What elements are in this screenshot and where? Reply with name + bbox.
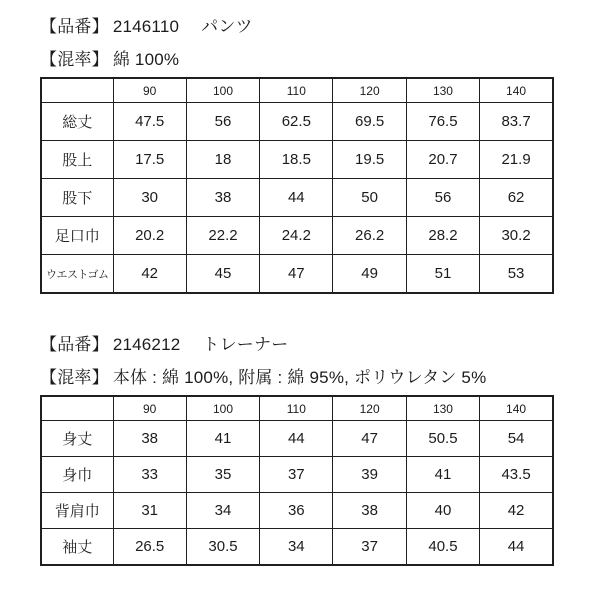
row-label: 背肩巾	[41, 493, 113, 529]
row-label: 袖丈	[41, 529, 113, 566]
spec-value-cell: 50.5	[406, 421, 479, 457]
row-label: 足口巾	[41, 217, 113, 255]
spec-value-cell: 44	[480, 529, 553, 566]
spec-value-cell: 26.2	[333, 217, 406, 255]
blend-ratio-label: 【混率】	[40, 368, 109, 387]
spec-value-cell: 39	[333, 457, 406, 493]
size-header-row	[41, 396, 553, 421]
pants-size-table	[40, 77, 554, 294]
spec-value-cell: 51	[406, 255, 479, 294]
spec-value-cell: 44	[260, 421, 333, 457]
spec-value-cell: 24.2	[260, 217, 333, 255]
spec-value-cell: 41	[186, 421, 259, 457]
spec-value-cell: 19.5	[333, 141, 406, 179]
spec-value-cell: 40	[406, 493, 479, 529]
row-label: 身丈	[41, 421, 113, 457]
product-number-label: 【品番】	[40, 335, 109, 354]
spec-value-cell: 20.7	[406, 141, 479, 179]
blend-ratio-value: 綿 100%	[112, 50, 180, 69]
spec-value-cell: 76.5	[406, 103, 479, 141]
spec-value-cell: 18.5	[260, 141, 333, 179]
spec-value-cell: 30	[113, 179, 186, 217]
blend-ratio-label: 【混率】	[40, 50, 109, 69]
spec-value-cell: 40.5	[406, 529, 479, 566]
spec-value-cell: 83.7	[480, 103, 553, 141]
product-number-label: 【品番】	[40, 17, 109, 36]
spec-value-cell: 43.5	[480, 457, 553, 493]
size-header-cell: 90	[113, 396, 186, 421]
spec-value-cell: 62.5	[260, 103, 333, 141]
row-label: 総丈	[41, 103, 113, 141]
spec-value-cell: 22.2	[186, 217, 259, 255]
spec-value-cell: 20.2	[113, 217, 186, 255]
spec-value-cell: 47.5	[113, 103, 186, 141]
spec-row	[41, 457, 553, 493]
product-number: 2146212	[112, 335, 181, 354]
size-header-cell: 120	[333, 78, 406, 103]
product-section-sweatshirt	[40, 334, 560, 566]
size-header-cell: 120	[333, 396, 406, 421]
row-label: ウエストゴム	[41, 255, 113, 294]
spec-value-cell: 34	[260, 529, 333, 566]
spec-row	[41, 103, 553, 141]
size-header-cell: 140	[480, 396, 553, 421]
spec-value-cell: 17.5	[113, 141, 186, 179]
product-number-line	[40, 334, 560, 355]
spec-value-cell: 30.2	[480, 217, 553, 255]
spec-value-cell: 56	[406, 179, 479, 217]
spec-value-cell: 69.5	[333, 103, 406, 141]
size-header-cell: 110	[260, 396, 333, 421]
row-label: 股上	[41, 141, 113, 179]
spec-value-cell: 56	[186, 103, 259, 141]
spec-value-cell: 28.2	[406, 217, 479, 255]
spec-value-cell: 31	[113, 493, 186, 529]
product-number: 2146110	[112, 17, 180, 36]
spec-row	[41, 529, 553, 566]
size-header-cell: 90	[113, 78, 186, 103]
spec-row	[41, 421, 553, 457]
spec-value-cell: 47	[260, 255, 333, 294]
row-label: 股下	[41, 179, 113, 217]
spec-value-cell: 54	[480, 421, 553, 457]
spec-value-cell: 47	[333, 421, 406, 457]
blend-ratio-line	[40, 49, 560, 70]
spec-value-cell: 53	[480, 255, 553, 294]
spec-value-cell: 38	[186, 179, 259, 217]
spec-value-cell: 38	[333, 493, 406, 529]
size-header-cell: 100	[186, 396, 259, 421]
sweatshirt-size-table	[40, 395, 554, 566]
spec-value-cell: 26.5	[113, 529, 186, 566]
size-header-cell: 140	[480, 78, 553, 103]
spec-value-cell: 42	[113, 255, 186, 294]
spec-value-cell: 42	[480, 493, 553, 529]
spec-row	[41, 179, 553, 217]
blend-ratio-line	[40, 367, 560, 388]
spec-value-cell: 62	[480, 179, 553, 217]
product-name: トレーナー	[202, 335, 289, 354]
spec-value-cell: 35	[186, 457, 259, 493]
spec-value-cell: 30.5	[186, 529, 259, 566]
spec-row	[41, 493, 553, 529]
spec-value-cell: 21.9	[480, 141, 553, 179]
spec-value-cell: 41	[406, 457, 479, 493]
spec-value-cell: 37	[333, 529, 406, 566]
corner-cell	[41, 78, 113, 103]
size-header-row	[41, 78, 553, 103]
spec-value-cell: 38	[113, 421, 186, 457]
spec-value-cell: 34	[186, 493, 259, 529]
spec-row	[41, 141, 553, 179]
spec-value-cell: 49	[333, 255, 406, 294]
spec-row	[41, 255, 553, 294]
spec-value-cell: 45	[186, 255, 259, 294]
size-header-cell: 110	[260, 78, 333, 103]
spec-value-cell: 50	[333, 179, 406, 217]
spec-value-cell: 18	[186, 141, 259, 179]
product-number-line	[40, 16, 560, 37]
product-section-pants	[40, 16, 560, 294]
spec-value-cell: 33	[113, 457, 186, 493]
spec-value-cell: 37	[260, 457, 333, 493]
blend-ratio-value: 本体 : 綿 100%, 附属 : 綿 95%, ポリウレタン 5%	[112, 368, 487, 387]
size-header-cell: 100	[186, 78, 259, 103]
size-header-cell: 130	[406, 396, 479, 421]
spec-value-cell: 44	[260, 179, 333, 217]
spec-value-cell: 36	[260, 493, 333, 529]
corner-cell	[41, 396, 113, 421]
row-label: 身巾	[41, 457, 113, 493]
size-header-cell: 130	[406, 78, 479, 103]
spec-row	[41, 217, 553, 255]
product-name: パンツ	[201, 17, 253, 36]
